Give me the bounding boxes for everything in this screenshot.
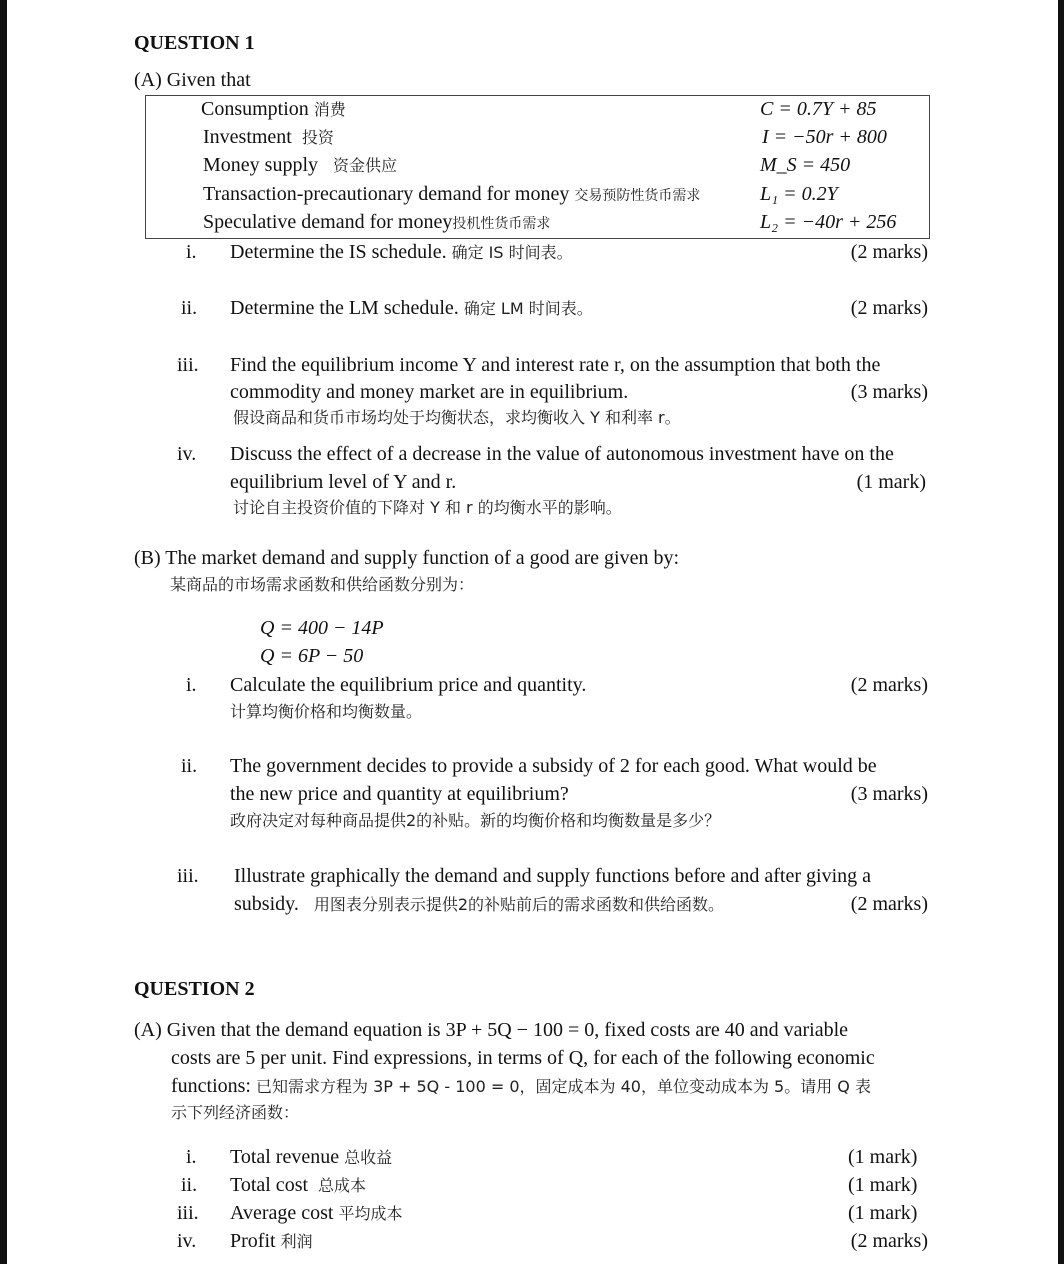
left-scan-edge (0, 0, 7, 1264)
given-label: Investment (203, 126, 292, 148)
item-number: iii. (177, 865, 199, 887)
given-cn: 消费 (313, 100, 346, 119)
given-label: Speculative demand for money (203, 211, 453, 233)
item-marks: (2 marks) (850, 893, 928, 915)
item-text: Total revenue (230, 1146, 340, 1168)
item-cn: 计算均衡价格和均衡数量。 (230, 702, 423, 721)
item-number: ii. (181, 1174, 198, 1196)
question-2-title: QUESTION 2 (134, 978, 255, 1000)
question-1-title: QUESTION 1 (134, 32, 255, 54)
q1a-intro: (A) Given that (134, 69, 251, 91)
item-marks: (3 marks) (850, 381, 928, 403)
item-text: Discuss the effect of a decrease in the value of autonomous investment have on the (230, 443, 894, 465)
given-cn: 交易预防性货币需求 (574, 188, 701, 204)
item-text: Determine the LM schedule. (230, 297, 459, 319)
demand-equation: Q = 400 − 14P (260, 617, 384, 639)
item-marks: (2 marks) (850, 241, 928, 263)
item-cn: 政府决定对每种商品提供2的补贴。新的均衡价格和均衡数量是多少？ (230, 811, 721, 830)
q2a-cn: 示下列经济函数： (171, 1103, 300, 1122)
item-text: The government decides to provide a subsidy of 2 for each good. What would be (230, 755, 877, 777)
item-text: Profit (230, 1230, 276, 1252)
given-cn: 投资 (301, 128, 334, 147)
item-cn: 确定 LM 时间表。 (463, 299, 593, 318)
item-text: equilibrium level of Y and r. (230, 471, 457, 493)
supply-equation: Q = 6P − 50 (260, 645, 364, 667)
given-equation: I = −50r + 800 (762, 126, 887, 148)
item-number: i. (186, 674, 197, 696)
item-number: iv. (177, 1230, 197, 1252)
given-equation: L₁ = 0.2Y (760, 183, 838, 205)
item-number: ii. (181, 755, 198, 777)
item-text: Illustrate graphically the demand and supply functions before and after giving a (234, 865, 872, 887)
given-label: Consumption (201, 98, 309, 120)
item-marks: (3 marks) (850, 783, 928, 805)
item-marks: (2 marks) (850, 1230, 928, 1252)
item-marks: (2 marks) (850, 297, 928, 319)
item-marks: (2 marks) (850, 674, 928, 696)
given-label: Transaction-precautionary demand for money (203, 183, 570, 205)
q2a-line: functions: (171, 1075, 251, 1097)
item-marks: (1 mark) (856, 471, 926, 493)
item-text: subsidy. (234, 893, 299, 915)
item-cn: 平均成本 (338, 1204, 403, 1223)
item-number: iv. (177, 443, 197, 465)
item-text: commodity and money market are in equilibrium. (230, 381, 629, 403)
item-cn: 用图表分别表示提供2的补贴前后的需求函数和供给函数。 (313, 895, 725, 914)
item-text: Determine the IS schedule. (230, 241, 447, 263)
q2a-cn: 已知需求方程为 3P + 5Q - 100 = 0，固定成本为 40，单位变动成本为 5。请用 Q 表 (256, 1077, 871, 1096)
item-cn: 总成本 (318, 1176, 367, 1195)
q1b-intro-cn: 某商品的市场需求函数和供给函数分别为： (170, 575, 475, 594)
item-number: iii. (177, 354, 199, 376)
item-number: i. (186, 1146, 197, 1168)
item-text: the new price and quantity at equilibrium? (230, 783, 569, 805)
given-equation: C = 0.7Y + 85 (760, 98, 877, 120)
given-equation: M_S = 450 (760, 154, 851, 176)
given-cn: 资金供应 (333, 156, 398, 175)
given-cn: 投机性货币需求 (452, 216, 551, 232)
item-marks: (1 mark) (848, 1202, 918, 1224)
item-text: Calculate the equilibrium price and quantity. (230, 674, 587, 696)
q2a-line: (A) Given that the demand equation is 3P + 5Q − 100 = 0, fixed costs are 40 and variable (134, 1019, 849, 1041)
item-cn: 确定 IS 时间表。 (451, 243, 573, 262)
item-number: i. (186, 241, 197, 263)
q2a-line: costs are 5 per unit. Find expressions, in terms of Q, for each of the following economic (171, 1047, 875, 1069)
given-label: Money supply (203, 154, 318, 176)
item-cn: 假设商品和货币市场均处于均衡状态，求均衡收入 Y 和利率 r。 (233, 408, 681, 427)
item-cn: 总收益 (344, 1148, 393, 1167)
item-cn: 利润 (280, 1232, 313, 1251)
q1b-intro: (B) The market demand and supply function of a good are given by: (134, 547, 680, 569)
item-marks: (1 mark) (848, 1146, 918, 1168)
given-equation: L₂ = −40r + 256 (760, 211, 897, 233)
item-marks: (1 mark) (848, 1174, 918, 1196)
item-number: iii. (177, 1202, 199, 1224)
item-text: Find the equilibrium income Y and interest rate r, on the assumption that both the (230, 354, 881, 376)
item-number: ii. (181, 297, 198, 319)
right-scan-edge (1058, 0, 1064, 1264)
item-text: Average cost (230, 1202, 334, 1224)
item-text: Total cost (230, 1174, 309, 1196)
item-cn: 讨论自主投资价值的下降对 Y 和 r 的均衡水平的影响。 (233, 498, 622, 517)
